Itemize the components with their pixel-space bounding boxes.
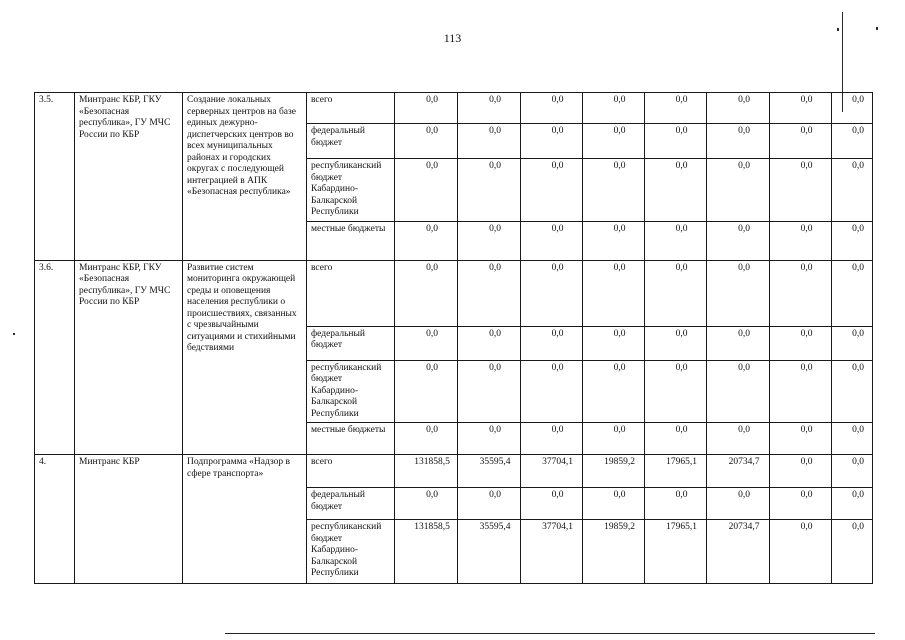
value-cell	[395, 360, 458, 423]
value-text: 0,0	[852, 161, 864, 171]
value-text: 0,0	[800, 490, 813, 500]
value-text: 0,0	[675, 126, 688, 136]
value-text: 0,0	[426, 161, 438, 171]
value-text: 0,0	[426, 490, 438, 500]
value-text: 0,0	[613, 328, 626, 339]
value-text: 0,0	[551, 490, 564, 500]
value-cell	[707, 360, 770, 423]
table-row	[35, 93, 873, 124]
value-text: 0,0	[613, 161, 626, 171]
value-text: 0,0	[551, 328, 564, 339]
executor-cell: Минтранс КБР, ГКУ «Безопасная республика», ГУ МЧС России по КБР	[75, 260, 183, 455]
value-cell	[770, 360, 832, 423]
value-text: 0,0	[426, 328, 438, 339]
value-text: 0,0	[738, 425, 750, 435]
table-row	[35, 455, 873, 488]
value-text: 0,0	[551, 161, 564, 171]
value-cell	[395, 221, 458, 260]
value-cell	[458, 159, 521, 222]
item-number: 3.6.	[35, 260, 75, 455]
value-cell	[583, 360, 645, 423]
value-text: 0,0	[675, 223, 688, 234]
value-cell	[707, 326, 770, 360]
funding-source-cell: федеральный бюджет	[307, 488, 395, 520]
scan-artifact-dot	[876, 27, 878, 30]
value-cell	[583, 488, 645, 520]
value-cell	[583, 423, 645, 455]
value-cell	[521, 326, 583, 360]
value-text: 0,0	[852, 362, 864, 373]
table-row	[35, 260, 873, 326]
value-text: 35595,4	[479, 522, 511, 532]
value-text: 0,0	[551, 95, 564, 105]
funding-source-cell: местные бюджеты	[307, 423, 395, 455]
value-text: 0,0	[675, 95, 688, 105]
value-cell	[832, 455, 873, 488]
scan-artifact-dot	[13, 333, 15, 335]
activity-cell: Развитие систем мониторинга окружающей среды и оповещения населения республики о происшествиях, связанных с чрезвычайными ситуациями и стихийными бедствиями	[183, 260, 307, 455]
value-cell	[458, 326, 521, 360]
value-text: 0,0	[613, 126, 626, 136]
value-cell	[707, 423, 770, 455]
value-text: 0,0	[426, 95, 438, 105]
value-text: 0,0	[800, 161, 813, 171]
value-text: 131858,5	[414, 457, 450, 467]
value-text: 0,0	[800, 522, 813, 532]
value-text: 0,0	[613, 490, 626, 500]
value-text: 0,0	[738, 126, 750, 136]
funding-source-cell: республиканский бюджет Кабардино-Балкарской Республики	[307, 360, 395, 423]
value-text: 0,0	[489, 161, 501, 171]
value-cell	[458, 124, 521, 159]
funding-source-cell: республиканский бюджет Кабардино-Балкарской Республики	[307, 159, 395, 222]
value-text: 37704,1	[542, 522, 573, 532]
value-cell	[707, 124, 770, 159]
value-cell	[395, 124, 458, 159]
value-text: 0,0	[800, 262, 813, 273]
value-cell	[770, 326, 832, 360]
funding-source-cell: всего	[307, 260, 395, 326]
bottom-rule	[225, 633, 875, 634]
value-cell	[832, 124, 873, 159]
value-cell	[458, 520, 521, 584]
value-cell	[707, 221, 770, 260]
funding-source-cell: всего	[307, 455, 395, 488]
value-text: 0,0	[800, 362, 813, 373]
value-cell	[707, 488, 770, 520]
value-cell	[832, 260, 873, 326]
executor-cell: Минтранс КБР	[75, 455, 183, 584]
value-text: 0,0	[675, 161, 688, 171]
value-text: 19859,2	[604, 457, 635, 467]
value-text: 0,0	[551, 126, 564, 136]
value-cell	[645, 326, 707, 360]
value-cell	[458, 360, 521, 423]
executor-cell: Минтранс КБР, ГКУ «Безопасная республика», ГУ МЧС России по КБР	[75, 93, 183, 261]
value-cell	[521, 520, 583, 584]
value-cell	[832, 488, 873, 520]
value-text: 0,0	[852, 223, 864, 234]
value-text: 0,0	[426, 126, 438, 136]
value-text: 0,0	[738, 223, 750, 234]
value-cell	[395, 93, 458, 124]
value-cell	[583, 93, 645, 124]
value-cell	[770, 93, 832, 124]
value-cell	[583, 159, 645, 222]
funding-source-cell: федеральный бюджет	[307, 124, 395, 159]
budget-table	[34, 92, 873, 584]
value-text: 0,0	[852, 328, 864, 339]
value-cell	[395, 488, 458, 520]
item-number: 3.5.	[35, 93, 75, 261]
value-cell	[583, 124, 645, 159]
value-cell	[707, 159, 770, 222]
value-cell	[583, 326, 645, 360]
value-cell	[395, 159, 458, 222]
value-text: 0,0	[738, 362, 750, 373]
value-cell	[770, 488, 832, 520]
value-text: 0,0	[800, 328, 813, 339]
value-cell	[832, 423, 873, 455]
value-cell	[521, 360, 583, 423]
value-cell	[645, 455, 707, 488]
value-cell	[521, 221, 583, 260]
value-cell	[707, 93, 770, 124]
value-cell	[521, 260, 583, 326]
value-text: 0,0	[489, 490, 501, 500]
value-cell	[832, 520, 873, 584]
value-cell	[832, 326, 873, 360]
value-cell	[832, 93, 873, 124]
value-cell	[832, 360, 873, 423]
value-text: 0,0	[426, 262, 438, 273]
value-cell	[521, 455, 583, 488]
value-text: 0,0	[489, 223, 501, 234]
value-cell	[458, 455, 521, 488]
value-text: 0,0	[613, 362, 626, 373]
value-text: 37704,1	[542, 457, 573, 467]
value-cell	[395, 260, 458, 326]
value-text: 0,0	[613, 425, 626, 435]
value-cell	[645, 159, 707, 222]
page-number: 113	[443, 31, 462, 45]
value-text: 0,0	[852, 522, 864, 532]
value-text: 0,0	[738, 328, 750, 339]
value-cell	[645, 423, 707, 455]
value-text: 0,0	[675, 328, 688, 339]
value-text: 0,0	[489, 126, 501, 136]
value-cell	[832, 221, 873, 260]
value-cell	[645, 520, 707, 584]
value-cell	[583, 260, 645, 326]
value-cell	[707, 455, 770, 488]
value-text: 0,0	[852, 457, 864, 467]
value-cell	[521, 159, 583, 222]
value-cell	[645, 124, 707, 159]
value-text: 0,0	[675, 490, 688, 500]
funding-source-cell: республиканский бюджет Кабардино-Балкарской Республики	[307, 520, 395, 584]
value-cell	[458, 260, 521, 326]
value-text: 0,0	[489, 95, 501, 105]
value-text: 0,0	[675, 362, 688, 373]
value-text: 0,0	[613, 95, 626, 105]
value-cell	[395, 326, 458, 360]
value-cell	[832, 159, 873, 222]
value-cell	[583, 221, 645, 260]
value-cell	[395, 455, 458, 488]
value-text: 17965,1	[666, 457, 697, 467]
value-text: 0,0	[738, 95, 750, 105]
value-cell	[770, 124, 832, 159]
value-text: 0,0	[800, 223, 813, 234]
value-cell	[707, 520, 770, 584]
value-text: 20734,7	[728, 457, 760, 467]
value-text: 0,0	[551, 362, 564, 373]
value-text: 0,0	[489, 328, 501, 339]
funding-source-cell: местные бюджеты	[307, 221, 395, 260]
value-cell	[770, 221, 832, 260]
value-cell	[645, 93, 707, 124]
value-text: 0,0	[426, 425, 438, 435]
value-text: 0,0	[800, 126, 813, 136]
value-text: 131858,5	[414, 522, 450, 532]
value-cell	[770, 260, 832, 326]
value-text: 0,0	[426, 362, 438, 373]
value-cell	[458, 93, 521, 124]
value-cell	[521, 93, 583, 124]
value-text: 20734,7	[728, 522, 760, 532]
value-cell	[770, 423, 832, 455]
value-text: 0,0	[800, 95, 813, 105]
value-cell	[521, 488, 583, 520]
value-cell	[395, 423, 458, 455]
value-cell	[707, 260, 770, 326]
value-text: 0,0	[738, 262, 750, 273]
value-cell	[770, 455, 832, 488]
activity-cell: Создание локальных серверных центров на базе единых дежурно-диспетчерских центров во всех муниципальных районах и городских округах с последующей интеграцией в АПК «Безопасная республика»	[183, 93, 307, 261]
value-cell	[583, 520, 645, 584]
value-cell	[395, 520, 458, 584]
table-body	[35, 93, 873, 584]
value-cell	[458, 488, 521, 520]
value-cell	[645, 260, 707, 326]
value-text: 0,0	[738, 490, 750, 500]
value-text: 0,0	[800, 425, 813, 435]
value-cell	[770, 159, 832, 222]
value-text: 0,0	[852, 490, 864, 500]
value-cell	[458, 221, 521, 260]
value-text: 0,0	[489, 262, 501, 273]
value-text: 0,0	[613, 223, 626, 234]
value-text: 35595,4	[479, 457, 511, 467]
value-text: 0,0	[852, 425, 864, 435]
value-cell	[521, 423, 583, 455]
scan-artifact-dot	[837, 28, 839, 31]
funding-source-cell: федеральный бюджет	[307, 326, 395, 360]
value-text: 0,0	[551, 425, 564, 435]
value-cell	[645, 221, 707, 260]
value-text: 0,0	[551, 223, 564, 234]
value-text: 0,0	[489, 362, 501, 373]
value-text: 0,0	[852, 95, 864, 105]
value-text: 0,0	[675, 262, 688, 273]
value-text: 0,0	[613, 262, 626, 273]
funding-source-cell: всего	[307, 93, 395, 124]
value-cell	[645, 360, 707, 423]
value-text: 0,0	[852, 262, 864, 273]
value-text: 17965,1	[666, 522, 697, 532]
value-cell	[770, 520, 832, 584]
item-number: 4.	[35, 455, 75, 584]
value-text: 0,0	[675, 425, 688, 435]
value-text: 0,0	[426, 223, 438, 234]
value-text: 0,0	[738, 161, 750, 171]
value-text: 0,0	[852, 126, 864, 136]
activity-cell: Подпрограмма «Надзор в сфере транспорта»	[183, 455, 307, 584]
value-text: 0,0	[800, 457, 813, 467]
value-cell	[458, 423, 521, 455]
value-cell	[645, 488, 707, 520]
value-cell	[521, 124, 583, 159]
value-text: 19859,2	[604, 522, 635, 532]
value-cell	[583, 455, 645, 488]
value-text: 0,0	[551, 262, 564, 273]
value-text: 0,0	[489, 425, 501, 435]
